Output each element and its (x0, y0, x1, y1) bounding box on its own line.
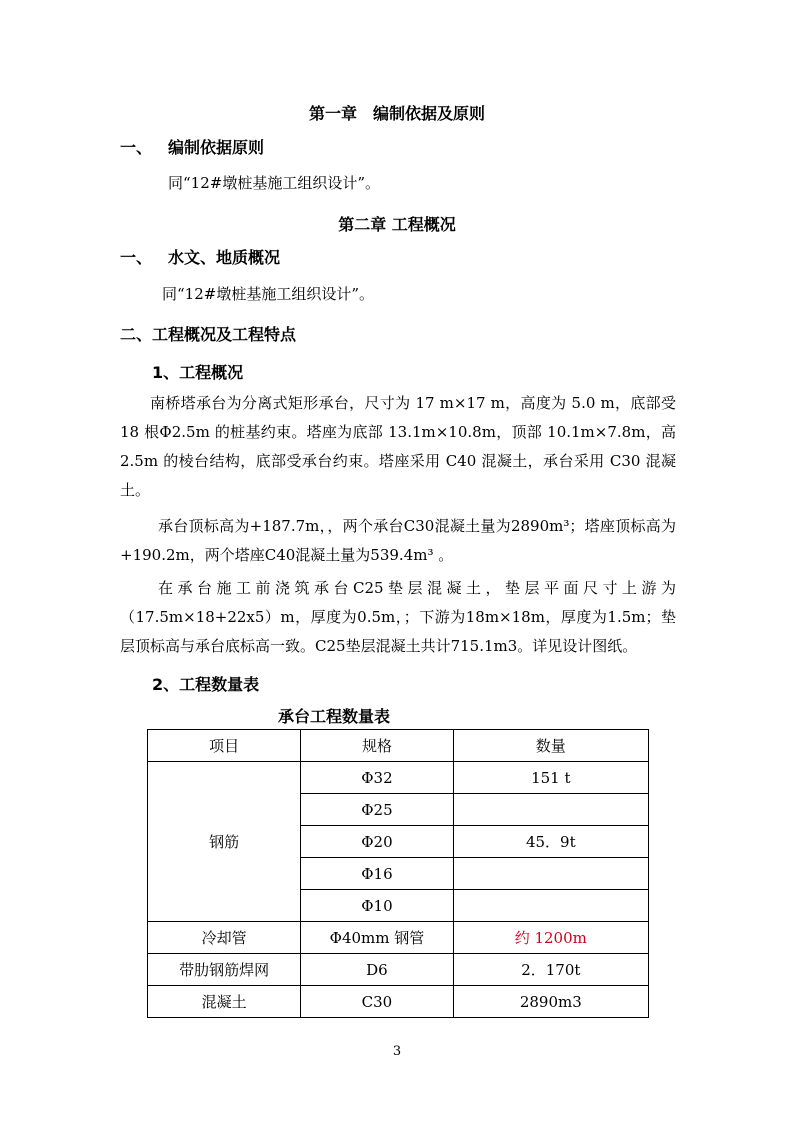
rebar-qty (453, 890, 648, 922)
item-concrete: 混凝土 (148, 986, 301, 1018)
table-row (148, 762, 649, 794)
item-welded-mesh: 带肋钢筋焊网 (148, 954, 301, 986)
table-row (148, 986, 649, 1018)
table-caption: 承台工程数量表 (278, 707, 391, 726)
chapter-2-title: 第二章 工程概况 (338, 215, 456, 234)
overview-paragraph-1: 南桥塔承台为分离式矩形承台，尺寸为 17 m×17 m，高度为 5.0 m，底部受18 根Φ2.5m 的桩基约束。塔座为底部 13.1m×10.8m，顶部 10.1m×7.8m，高2.5m 的棱台结构，底部受承台约束。塔座采用 C40 混凝土，承台采用 C30 混凝土。 (120, 394, 676, 499)
rebar-spec: Φ20 (301, 826, 453, 858)
section-2-1-number: 一、 (120, 248, 153, 267)
overview-paragraph-2: 承台顶标高为+187.7m，，两个承台C30混凝土量为2890m³；塔座顶标高为+190.2m，两个塔座C40混凝土量为539.4m³ 。 (120, 517, 676, 564)
section-1-number: 一、 (120, 138, 153, 157)
subsection-2-title: 2、工程数量表 (152, 675, 260, 694)
table-row (148, 922, 649, 954)
spec-cooling-pipe: Φ40mm 钢管 (301, 922, 453, 954)
header-item: 项目 (148, 730, 301, 762)
rebar-qty: 151 t (453, 762, 648, 794)
rebar-label: 钢筋 (148, 762, 301, 922)
chapter-1-text: 同“12#墩桩基施工组织设计”。 (168, 174, 380, 192)
qty-concrete: 2890m3 (453, 986, 648, 1018)
table-row (148, 954, 649, 986)
qty-welded-mesh: 2．170t (453, 954, 648, 986)
spec-concrete: C30 (301, 986, 453, 1018)
rebar-qty (453, 858, 648, 890)
rebar-spec: Φ25 (301, 794, 453, 826)
spec-welded-mesh: D6 (301, 954, 453, 986)
rebar-spec: Φ16 (301, 858, 453, 890)
rebar-spec: Φ32 (301, 762, 453, 794)
rebar-spec: Φ10 (301, 890, 453, 922)
rebar-qty (453, 794, 648, 826)
qty-cooling-pipe: 约 1200m (453, 922, 648, 954)
chapter-1-title: 第一章 编制依据及原则 (308, 104, 485, 123)
section-2-1-title: 水文、地质概况 (168, 248, 281, 267)
page-number: 3 (392, 1044, 402, 1059)
section-2-1-text: 同“12#墩桩基施工组织设计”。 (162, 285, 374, 303)
table-header-row (148, 730, 649, 762)
header-qty: 数量 (453, 730, 648, 762)
rebar-qty: 45．9t (453, 826, 648, 858)
header-spec: 规格 (301, 730, 453, 762)
section-2-2-title: 二、工程概况及工程特点 (120, 325, 297, 344)
subsection-1-title: 1、工程概况 (152, 363, 244, 382)
item-cooling-pipe: 冷却管 (148, 922, 301, 954)
section-1-title: 编制依据原则 (168, 138, 265, 157)
quantity-table (147, 729, 649, 1018)
overview-paragraph-3: 在承台施工前浇筑承台C25垫层混凝土，垫层平面尺寸上游为（17.5m×18+22x5）m，厚度为0.5m，；下游为18m×18m，厚度为1.5m；垫层顶标高与承台底标高一致。C25垫层混凝土共计715.1m3。详见设计图纸。 (120, 579, 676, 655)
